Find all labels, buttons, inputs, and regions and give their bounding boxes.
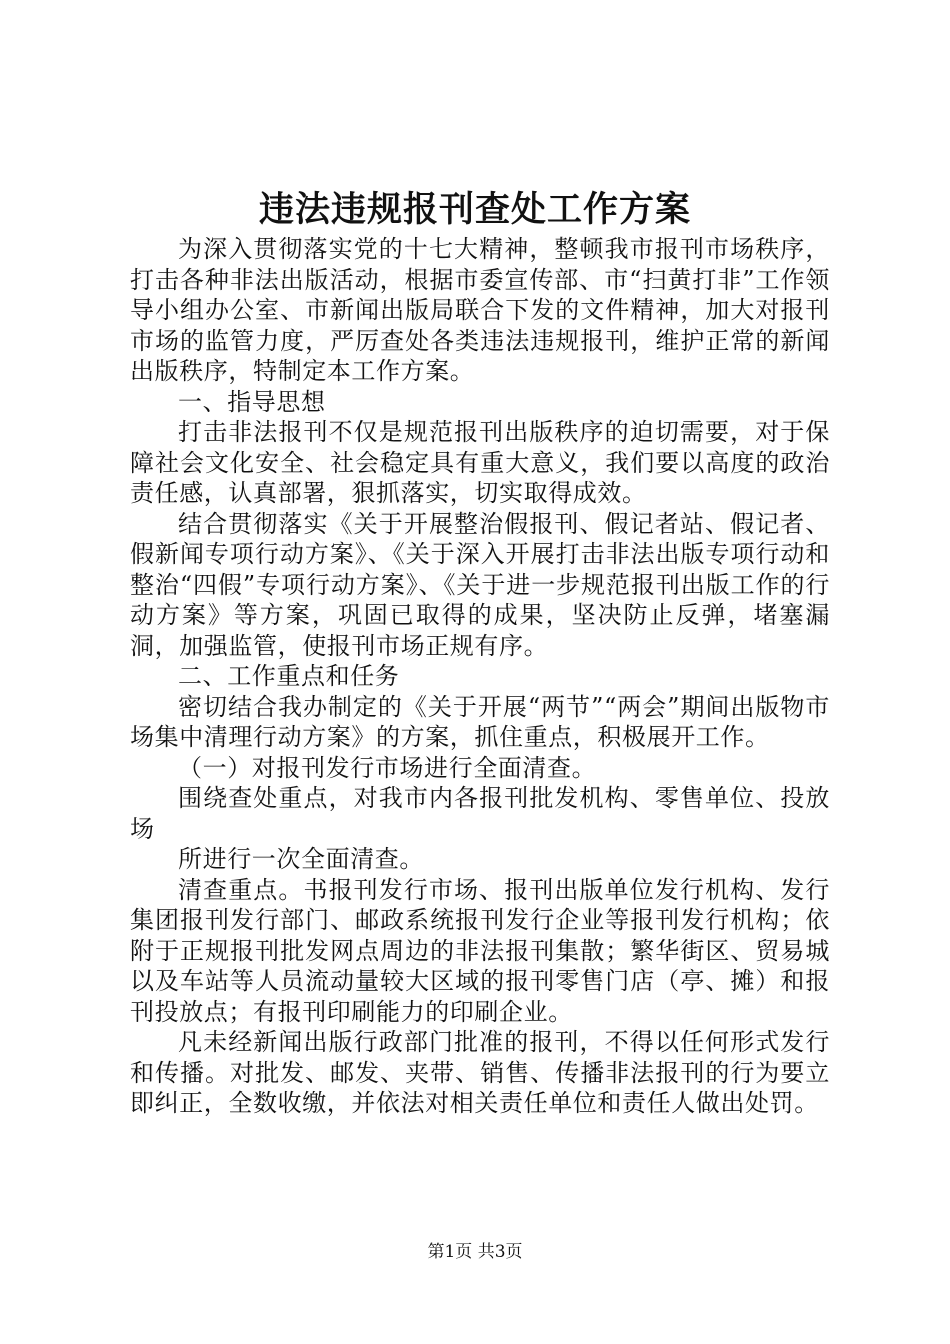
section-heading-key-tasks: 二、工作重点和任务 <box>178 662 400 690</box>
body-paragraph: 结合贯彻落实《关于开展整治假报刊、假记者站、假记者、假新闻专项行动方案》、《关于深入开展打击非法出版专项行动和整治“四假”专项行动方案》、《关于进一步规范报刊出版工作的行动方案》等方案，巩固已取得的成果，坚决防止反弹，堵塞漏洞，加强监管，使报刊市场正规有序。 <box>130 509 830 660</box>
page-number-footer: 第1页 共3页 <box>427 1242 523 1262</box>
document-title: 违法违规报刊查处工作方案 <box>258 189 691 230</box>
body-paragraph: 打击非法报刊不仅是规范报刊出版秩序的迫切需要，对于保障社会文化安全、社会稳定具有重大意义，我们要以高度的政治责任感，认真部署，狠抓落实，切实取得成效。 <box>130 418 830 507</box>
document-body <box>130 234 830 1119</box>
intro-paragraph: 为深入贯彻落实党的十七大精神，整顿我市报刊市场秩序，打击各种非法出版活动，根据市委宣传部、市“扫黄打非”工作领导小组办公室、市新闻出版局联合下发的文件精神，加大对报刊市场的监管力度，严厉查处各类违法违规报刊，维护正常的新闻出版秩序，特制定本工作方案。 <box>130 235 830 385</box>
body-paragraph: 密切结合我办制定的《关于开展“两节”“两会”期间出版物市场集中清理行动方案》的方案，抓住重点，积极展开工作。 <box>130 692 830 751</box>
body-paragraph: 清查重点。书报刊发行市场、报刊出版单位发行机构、发行集团报刊发行部门、邮政系统报刊发行企业等报刊发行机构；依附于正规报刊批发网点周边的非法报刊集散；繁华街区、贸易城以及车站等人员流动量较大区域的报刊零售门店（亭、摊）和报刊投放点；有报刊印刷能力的印刷企业。 <box>130 875 830 1026</box>
body-paragraph: 凡未经新闻出版行政部门批准的报刊，不得以任何形式发行和传播。对批发、邮发、夹带、销售、传播非法报刊的行为要立即纠正，全数收缴，并依法对相关责任单位和责任人做出处罚。 <box>130 1028 830 1117</box>
subsection-heading: （一）对报刊发行市场进行全面清查。 <box>178 753 597 782</box>
body-paragraph: 围绕查处重点，对我市内各报刊批发机构、零售单位、投放场 <box>130 784 830 843</box>
section-heading-guiding-ideology: 一、指导思想 <box>178 387 326 416</box>
body-paragraph: 所进行一次全面清查。 <box>178 845 424 873</box>
